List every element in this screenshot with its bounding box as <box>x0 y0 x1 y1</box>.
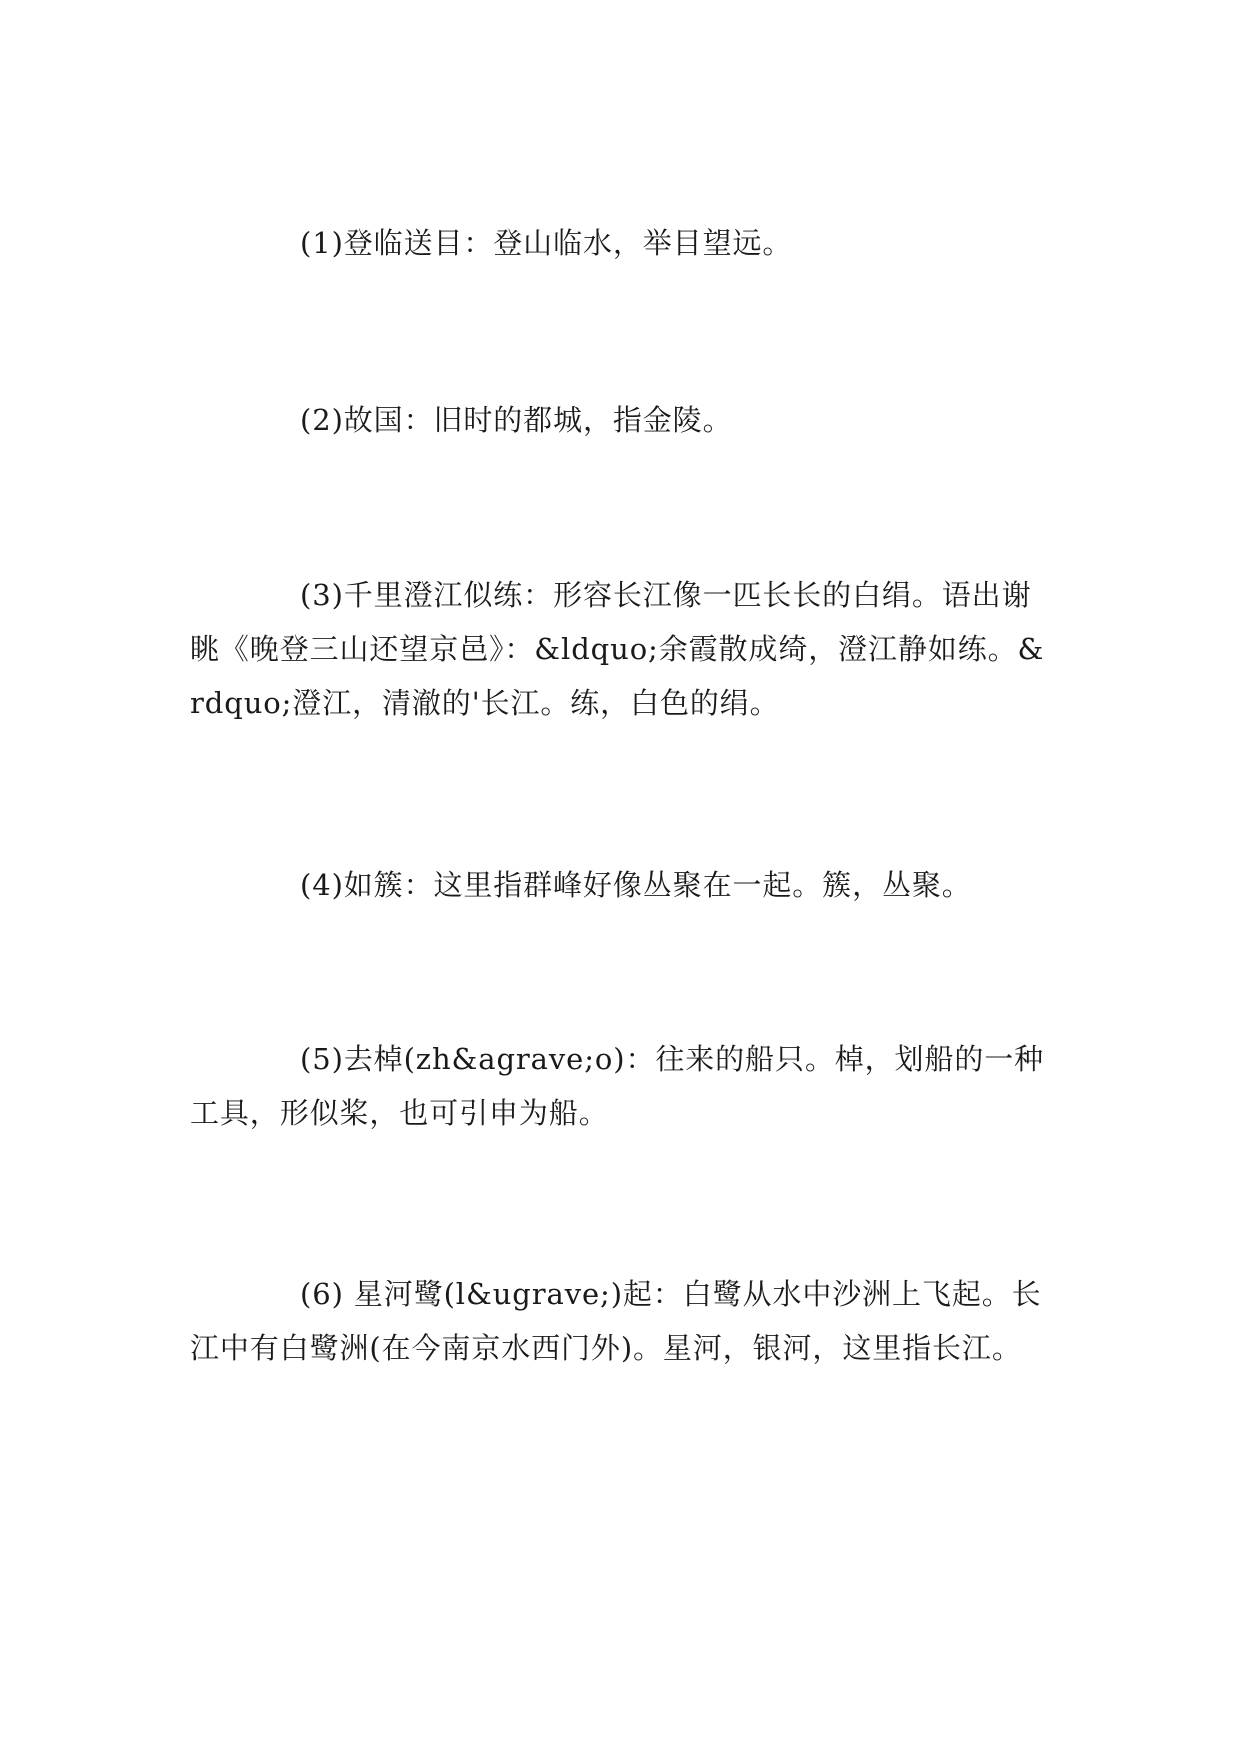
annotation-5: (5)去棹(zh&agrave;o)：往来的船只。棹，划船的一种工具，形似桨，也可引申为船。 <box>190 1042 1045 1130</box>
annotation-4: (4)如簇：这里指群峰好像丛聚在一起。簇，丛聚。 <box>300 868 972 902</box>
annotation-1: (1)登临送目：登山临水，举目望远。 <box>300 226 793 260</box>
annotation-6: (6) 星河鹭(l&ugrave;)起：白鹭从水中沙洲上飞起。长江中有白鹭洲(在今南京水西门外)。星河，银河，这里指长江。 <box>190 1277 1042 1365</box>
annotation-2: (2)故国：旧时的都城，指金陵。 <box>300 403 733 437</box>
annotation-3: (3)千里澄江似练：形容长江像一匹长长的白绢。语出谢眺《晚登三山还望京邑》：&ldquo;余霞散成绮，澄江静如练。&rdquo;澄江，清澈的'长江。练，白色的绢。 <box>190 578 1045 720</box>
